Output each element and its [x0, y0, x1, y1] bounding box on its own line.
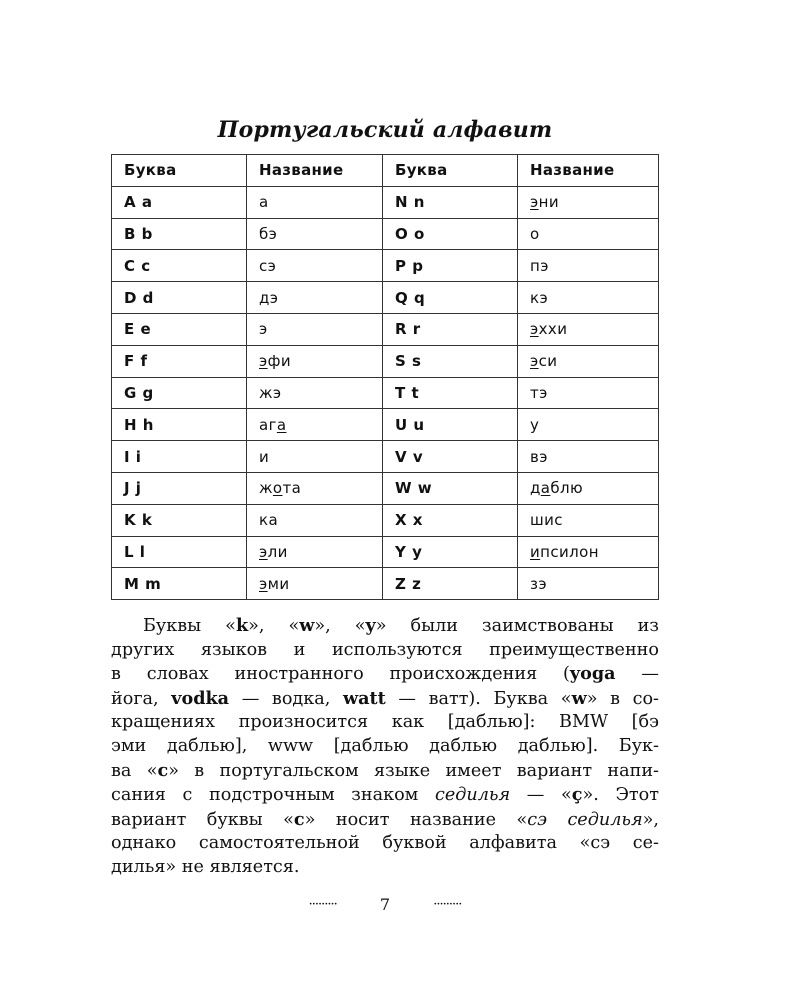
- letter-cell: I i: [112, 441, 247, 473]
- letter-cell: U u: [383, 409, 518, 441]
- text-segment: »,: [642, 809, 659, 830]
- stressed-letter: а: [276, 415, 287, 434]
- paragraph-line: [111, 614, 659, 639]
- text-segment: Буквы «: [143, 616, 236, 636]
- name-cell: э: [247, 313, 383, 345]
- bold-text: y: [365, 615, 376, 636]
- bold-text: vodka: [171, 687, 230, 709]
- letter-cell: L l: [112, 536, 247, 568]
- table-row: [112, 250, 659, 282]
- text-segment: — ватт). Буква «: [385, 688, 572, 709]
- footer-left-dots: ·········: [308, 897, 337, 912]
- page-number: 7: [379, 895, 391, 914]
- text-segment: » были заимствованы из: [375, 616, 659, 636]
- name-cell: эфи: [247, 345, 383, 377]
- name-cell: жэ: [247, 377, 383, 409]
- name-cell: пэ: [518, 250, 659, 282]
- paragraph-line: [111, 783, 659, 808]
- body-paragraph: [111, 614, 659, 880]
- stressed-letter: э: [259, 542, 268, 561]
- name-cell: а: [247, 186, 383, 218]
- paragraph-line: [111, 808, 659, 833]
- paragraph-line: [111, 856, 659, 880]
- text-segment: — «: [510, 785, 572, 806]
- name-cell: эси: [518, 345, 659, 377]
- name-cell: о: [518, 218, 659, 250]
- letter-cell: B b: [112, 218, 247, 250]
- text-segment: ». Этот: [582, 785, 659, 806]
- text-segment: » в со-: [586, 688, 659, 709]
- table-row: [112, 186, 659, 218]
- stressed-letter: э: [259, 574, 268, 593]
- letter-cell: W w: [383, 472, 518, 504]
- name-cell: тэ: [518, 377, 659, 409]
- text-segment: », «: [248, 616, 300, 636]
- paragraph-line: [111, 711, 659, 735]
- letter-cell: V v: [383, 441, 518, 473]
- letter-cell: D d: [112, 282, 247, 314]
- text-segment: сания с подстрочным знаком: [111, 785, 435, 806]
- name-cell: ага: [247, 409, 383, 441]
- table-row: [112, 568, 659, 600]
- paragraph-line: [111, 662, 659, 687]
- text-segment: в словах иностранного происхождения (: [111, 664, 570, 685]
- name-cell: ипсилон: [518, 536, 659, 568]
- name-cell: эми: [247, 568, 383, 600]
- text-segment: других языков и используются преимущественно: [111, 639, 659, 660]
- paragraph-line: [111, 832, 659, 856]
- name-cell: эни: [518, 186, 659, 218]
- stressed-letter: э: [530, 193, 539, 212]
- table-row: [112, 472, 659, 504]
- stressed-letter: э: [259, 352, 268, 371]
- name-cell: эли: [247, 536, 383, 568]
- table-row: [112, 504, 659, 536]
- text-segment: дилья» не является.: [111, 856, 300, 877]
- table-row: [112, 218, 659, 250]
- stressed-letter: а: [540, 479, 551, 498]
- table-row: [112, 377, 659, 409]
- letter-cell: H h: [112, 409, 247, 441]
- name-cell: и: [247, 441, 383, 473]
- text-segment: вариант буквы «: [111, 809, 294, 830]
- stressed-letter: э: [530, 320, 539, 339]
- name-cell: шис: [518, 504, 659, 536]
- text-segment: эми даблью], www [даблью даблью даблью]. Бук-: [111, 735, 659, 756]
- letter-cell: C c: [112, 250, 247, 282]
- italic-text: седилья: [434, 785, 511, 806]
- text-segment: » в португальском языке имеет вариант напи-: [168, 760, 659, 781]
- text-segment: однако самостоятельной буквой алфавита «сэ се-: [111, 833, 659, 854]
- paragraph-line: [111, 639, 659, 663]
- name-cell: сэ: [247, 250, 383, 282]
- letter-cell: E e: [112, 313, 247, 345]
- table-body: [112, 186, 659, 599]
- letter-cell: T t: [383, 377, 518, 409]
- name-cell: кэ: [518, 282, 659, 314]
- bold-text: w: [299, 615, 315, 636]
- text-segment: », «: [314, 616, 366, 636]
- paragraph-line: [111, 687, 659, 712]
- letter-cell: F f: [112, 345, 247, 377]
- paragraph-line: [111, 735, 659, 759]
- name-cell: жота: [247, 472, 383, 504]
- letter-cell: A a: [112, 186, 247, 218]
- text-segment: йога,: [111, 688, 172, 709]
- bold-text: ç: [571, 784, 583, 806]
- header-letter-1: Буква: [112, 155, 247, 187]
- bold-text: w: [571, 687, 587, 709]
- letter-cell: Z z: [383, 568, 518, 600]
- name-cell: эххи: [518, 313, 659, 345]
- table-row: [112, 282, 659, 314]
- stressed-letter: э: [530, 352, 539, 371]
- table-row: [112, 345, 659, 377]
- letter-cell: M m: [112, 568, 247, 600]
- letter-cell: K k: [112, 504, 247, 536]
- letter-cell: N n: [383, 186, 518, 218]
- table-row: [112, 441, 659, 473]
- letter-cell: S s: [383, 345, 518, 377]
- bold-text: yoga: [569, 663, 616, 685]
- stressed-letter: о: [272, 479, 283, 498]
- name-cell: дэ: [247, 282, 383, 314]
- text-segment: — водка,: [229, 688, 343, 709]
- name-cell: вэ: [518, 441, 659, 473]
- name-cell: даблю: [518, 472, 659, 504]
- letter-cell: P p: [383, 250, 518, 282]
- name-cell: у: [518, 409, 659, 441]
- letter-cell: J j: [112, 472, 247, 504]
- letter-cell: G g: [112, 377, 247, 409]
- table-row: [112, 409, 659, 441]
- letter-cell: R r: [383, 313, 518, 345]
- stressed-letter: и: [530, 542, 541, 561]
- paragraph-line: [111, 759, 659, 784]
- text-segment: » носит название «: [304, 809, 528, 830]
- page-footer: [0, 895, 770, 914]
- text-segment: —: [615, 664, 659, 685]
- name-cell: зэ: [518, 568, 659, 600]
- text-segment: ва «: [111, 760, 158, 781]
- table-header-row: [112, 155, 659, 187]
- letter-cell: Q q: [383, 282, 518, 314]
- bold-text: c: [157, 759, 169, 781]
- footer-right-dots: ·········: [433, 897, 462, 912]
- name-cell: ка: [247, 504, 383, 536]
- header-letter-2: Буква: [383, 155, 518, 187]
- table-row: [112, 313, 659, 345]
- page-title: Португальский алфавит: [217, 117, 553, 143]
- letter-cell: X x: [383, 504, 518, 536]
- italic-text: сэ седилья: [527, 809, 643, 830]
- table-row: [112, 536, 659, 568]
- name-cell: бэ: [247, 218, 383, 250]
- alphabet-table: [111, 154, 659, 600]
- letter-cell: O o: [383, 218, 518, 250]
- bold-text: c: [293, 808, 305, 830]
- header-name-2: Название: [518, 155, 659, 187]
- letter-cell: Y y: [383, 536, 518, 568]
- text-segment: кращениях произносится как [даблью]: BMW [бэ: [111, 712, 659, 733]
- bold-text: k: [235, 615, 249, 636]
- bold-text: watt: [342, 687, 386, 709]
- header-name-1: Название: [247, 155, 383, 187]
